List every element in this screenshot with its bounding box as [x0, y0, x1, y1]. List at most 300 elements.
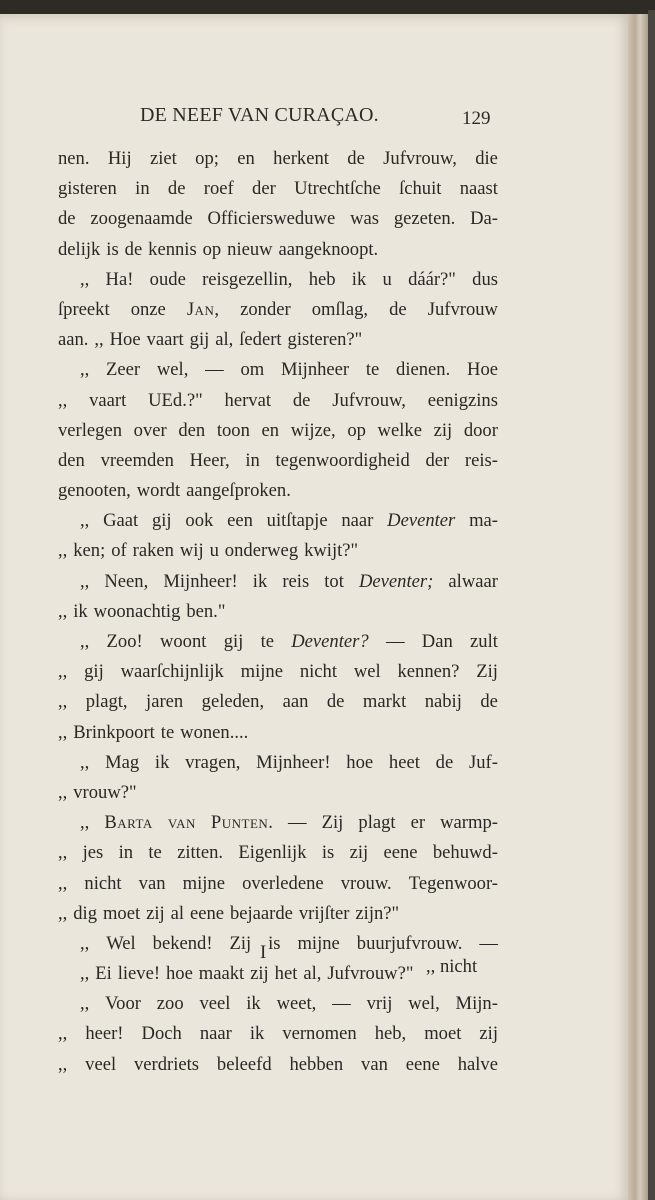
word-part: ,,: [58, 872, 68, 894]
word-part: vrij: [366, 993, 393, 1015]
word-part: de: [389, 298, 407, 320]
word: [80, 808, 89, 838]
word-part: Mag: [105, 751, 140, 773]
word: [383, 144, 457, 174]
text-line: [58, 386, 498, 416]
word-part: wonen....: [180, 721, 249, 743]
word: [94, 597, 181, 627]
body-text: [58, 144, 498, 1080]
word-part: ,,: [94, 329, 104, 351]
word-part: warmp-: [440, 812, 498, 834]
word: [359, 567, 433, 597]
word-part: herkent: [273, 148, 329, 169]
word: [361, 1050, 388, 1080]
word: [58, 536, 67, 566]
word-part: eene: [405, 1053, 440, 1075]
word-part: —: [479, 932, 498, 954]
word-part: ken;: [73, 540, 106, 562]
word: [168, 808, 196, 838]
word-part: tot: [324, 570, 344, 592]
word-part: reisgezellin,: [202, 268, 293, 290]
word: [58, 476, 131, 506]
word: [199, 989, 230, 1019]
word: [86, 687, 128, 717]
word: [103, 899, 140, 929]
word-part: Dan: [421, 631, 453, 652]
word-part: Mijnheer: [280, 359, 350, 381]
running-head: DE NEEF VAN CURAÇAO.: [140, 104, 379, 126]
text-line: [58, 597, 498, 627]
word: [103, 506, 138, 536]
word-part: naar: [341, 510, 374, 532]
word-part: den: [58, 449, 85, 471]
word: [282, 567, 309, 597]
word-part: moet: [102, 902, 141, 924]
word: [150, 265, 186, 295]
word: [104, 808, 152, 838]
word-part: eene: [383, 842, 418, 864]
word-part: te: [365, 359, 380, 381]
word: [190, 446, 230, 476]
word-part: de: [167, 178, 186, 200]
text-line: [58, 295, 498, 325]
word: [186, 597, 225, 627]
word: [469, 506, 498, 536]
word-part: Hoe: [467, 359, 498, 381]
word: [131, 295, 166, 325]
text-line: [58, 265, 498, 295]
word: [322, 838, 334, 868]
word-part: genooten,: [58, 480, 131, 502]
small-caps-name: Punten: [210, 812, 269, 834]
word: [224, 627, 244, 657]
word: [108, 144, 132, 174]
word: [227, 506, 253, 536]
word-part: roef: [203, 178, 234, 200]
word-part: moet: [424, 1023, 462, 1045]
word: [464, 416, 498, 446]
word: [366, 355, 379, 385]
word-part: mijne: [297, 932, 340, 954]
word-part: ik: [351, 268, 367, 290]
word: [107, 627, 143, 657]
text-line: [58, 416, 498, 446]
word: [347, 144, 365, 174]
word-part: halve: [457, 1053, 498, 1075]
word-part: ook: [185, 510, 214, 532]
word-part: wel,: [408, 993, 440, 1015]
word: [378, 416, 422, 446]
word: [225, 536, 298, 566]
word-part: is: [268, 932, 281, 954]
word: [273, 144, 329, 174]
text-line: [58, 869, 498, 899]
word: [346, 748, 373, 778]
word: [101, 446, 174, 476]
word-part: van: [361, 1053, 388, 1075]
page-stack-edge: [628, 14, 648, 1200]
word-part: ,,: [58, 781, 68, 803]
word-part: ,,: [80, 510, 90, 532]
word: [428, 386, 498, 416]
text-line: [58, 899, 498, 929]
word-part: heb: [308, 268, 336, 290]
word: [118, 959, 160, 989]
word-part: aan: [282, 691, 309, 713]
word: [375, 1019, 407, 1049]
word: [150, 144, 177, 174]
word-part: er: [410, 812, 426, 834]
word: [424, 1019, 461, 1049]
word-part: dienen.: [396, 359, 451, 381]
word-part: ,,: [80, 993, 90, 1015]
word: [480, 687, 498, 717]
word: [256, 748, 330, 778]
word-part: ,,: [80, 932, 90, 954]
word: [121, 657, 224, 687]
text-line: [58, 204, 498, 234]
word-part: Brinkpoort: [73, 721, 155, 743]
word: [240, 295, 291, 325]
word: [146, 687, 183, 717]
word: [399, 174, 441, 204]
text-line: [58, 718, 498, 748]
word-part: de: [480, 691, 498, 713]
word: [389, 295, 407, 325]
word-part: waarſchijnlijk: [120, 661, 224, 683]
word-part: nicht: [299, 661, 337, 683]
word-part: alwaar: [448, 570, 498, 592]
word-part: de: [124, 238, 143, 260]
word-part: ,: [214, 298, 220, 320]
text-line: [58, 657, 498, 687]
word: [190, 899, 224, 929]
word-part: al: [170, 902, 185, 924]
word-part: u: [209, 540, 219, 562]
word-part: nen.: [58, 148, 90, 169]
word-part: tegenwoordigheid: [275, 449, 410, 471]
word: [252, 174, 276, 204]
word: [300, 657, 337, 687]
word-part: ,,: [58, 691, 68, 713]
word: [73, 536, 105, 566]
word-part: Gaat: [103, 510, 139, 532]
word: [73, 718, 155, 748]
word: [161, 718, 174, 748]
word: [309, 265, 336, 295]
word: [470, 204, 498, 234]
word: [80, 989, 89, 1019]
word-part: aan.: [58, 329, 89, 351]
word: [58, 687, 67, 717]
word: [425, 446, 449, 476]
word: [180, 718, 248, 748]
word-part: reis-: [464, 449, 498, 471]
word-part: gij: [223, 631, 244, 652]
word-part: en: [261, 419, 280, 441]
word: [171, 899, 184, 929]
word: [177, 838, 223, 868]
text-line: [58, 567, 498, 597]
word: [211, 808, 273, 838]
word-part: was: [350, 208, 379, 230]
word-part: ſedert: [239, 329, 282, 351]
word: [195, 144, 219, 174]
word: [355, 899, 399, 929]
word-part: vrouw.: [340, 872, 392, 894]
word-part: den: [178, 419, 206, 441]
word: [322, 808, 344, 838]
word-part: oude: [149, 268, 186, 290]
word-part: zoo: [156, 993, 184, 1015]
word-part: woonachtig: [93, 600, 181, 622]
word-part: hebben: [289, 1053, 344, 1075]
word: [406, 1050, 440, 1080]
word-part: Officiersweduwe: [207, 208, 336, 230]
word: [80, 506, 89, 536]
word-part: het: [274, 963, 298, 985]
word: [386, 627, 405, 657]
word-part: ,,: [80, 963, 90, 985]
word-part: Doch: [141, 1023, 182, 1045]
word-part: is: [321, 842, 335, 864]
word-part: ,,: [80, 268, 90, 290]
word-part: jes: [82, 842, 104, 864]
word-part: onze: [130, 298, 166, 320]
word-part: ik: [252, 570, 268, 592]
word-part: weet,: [276, 993, 317, 1015]
word-part: Mijnheer!: [256, 751, 331, 773]
word: [230, 899, 293, 929]
word: [110, 325, 141, 355]
word: [299, 899, 350, 929]
word-part: welke: [377, 419, 422, 441]
word-part: de: [292, 389, 311, 411]
word: [58, 144, 90, 174]
word-part: in: [135, 178, 150, 200]
word: [83, 838, 104, 868]
word-part: wordt: [136, 480, 181, 502]
word: [185, 748, 240, 778]
word: [354, 657, 381, 687]
word: [237, 144, 255, 174]
word-part: Mijnheer!: [163, 570, 238, 592]
word-part: ben.": [186, 600, 226, 622]
word: [363, 687, 406, 717]
word-part: ik: [73, 600, 88, 622]
word-part: omſlag,: [311, 298, 369, 320]
word: [324, 567, 344, 597]
word: [80, 929, 89, 959]
word: [84, 869, 121, 899]
word-part: maakt: [198, 963, 245, 985]
word-part: —: [385, 631, 405, 652]
word: [312, 295, 368, 325]
word: [73, 778, 136, 808]
word: [472, 265, 498, 295]
word-part: Juf-: [468, 751, 498, 773]
word: [200, 1019, 232, 1049]
word-part: heb,: [374, 1023, 407, 1045]
small-caps-name: Jan: [186, 298, 215, 320]
word-part: zij: [146, 902, 165, 924]
word: [479, 1019, 498, 1049]
word: [58, 597, 67, 627]
word: [469, 748, 498, 778]
word-part: ,,: [80, 570, 90, 592]
word: [250, 1019, 264, 1049]
word: [357, 929, 463, 959]
word-part: te: [260, 631, 274, 652]
word: [281, 355, 349, 385]
word: [58, 174, 117, 204]
word-part: gij: [84, 661, 104, 683]
word-part: vrijſter: [298, 902, 350, 924]
word: [160, 627, 206, 657]
word-part: beleefd: [216, 1053, 272, 1075]
word-part: ,,: [58, 721, 68, 743]
word-part: Tegenwoor-: [408, 872, 498, 894]
word: [253, 567, 267, 597]
word: [157, 989, 184, 1019]
word-part: dus: [472, 268, 498, 290]
text-line: [58, 144, 498, 174]
text-line: [58, 1019, 498, 1049]
word-part: zijn?": [355, 902, 400, 924]
word: [58, 446, 85, 476]
word-part: dáár?": [408, 268, 456, 290]
word-part: in: [118, 842, 134, 864]
word: [448, 567, 498, 597]
word: [460, 174, 498, 204]
word: [303, 959, 321, 989]
word: [440, 808, 498, 838]
word-part: zij: [349, 842, 369, 864]
word-part: Jufvrouw,: [383, 148, 457, 169]
word: [476, 657, 498, 687]
word-part: verlegen: [58, 419, 123, 441]
word-part: Eigenlijk: [238, 842, 307, 864]
word: [199, 959, 244, 989]
word-part: woont: [159, 631, 207, 652]
word-part: verdriets: [133, 1053, 200, 1075]
word-part: ma-: [469, 510, 498, 532]
word: [215, 325, 233, 355]
word: [350, 838, 369, 868]
word-part: Neen,: [104, 570, 149, 592]
small-caps-name: van: [167, 812, 196, 834]
word: [80, 748, 89, 778]
word: [304, 536, 358, 566]
text-line: [58, 446, 498, 476]
word-part: overledene: [242, 872, 324, 894]
word: [104, 567, 148, 597]
word-part: onderweg: [224, 540, 299, 562]
word-part: gezeten.: [393, 208, 456, 230]
word: [294, 174, 381, 204]
word-part: Zij: [321, 812, 344, 834]
word-part: zonder: [240, 298, 291, 320]
text-line: [58, 355, 498, 385]
word: [180, 536, 204, 566]
text-line: [58, 989, 498, 1019]
word: [341, 869, 392, 899]
word-part: Zij: [476, 661, 498, 683]
word: [166, 959, 193, 989]
word: [58, 838, 67, 868]
word-part: bekend!: [152, 932, 213, 954]
word-part: veel: [85, 1053, 117, 1075]
word-part: ,,: [58, 389, 68, 411]
word: [229, 929, 251, 959]
word: [58, 325, 88, 355]
italic-text: Deventer;: [358, 570, 434, 592]
word-part: jaren: [146, 691, 184, 713]
word: [148, 386, 203, 416]
word-part: wij: [179, 540, 204, 562]
word: [409, 869, 498, 899]
word: [142, 1019, 182, 1049]
word-part: bejaarde: [229, 902, 293, 924]
word-part: en: [237, 148, 255, 169]
word: [288, 808, 307, 838]
word-part: hoe: [165, 963, 193, 985]
word-part: over: [133, 419, 167, 441]
word-part: kennen?: [397, 661, 460, 683]
word-part: —: [205, 359, 224, 381]
word-part: Jufvrouw: [427, 298, 498, 320]
word-part: Zeer: [106, 359, 141, 381]
word-part: zult: [470, 631, 498, 652]
word-part: Hoe: [109, 329, 141, 351]
word-part: ,,: [58, 842, 68, 864]
word-part: veel: [199, 993, 231, 1015]
text-line: [58, 838, 498, 868]
word: [105, 748, 139, 778]
word: [135, 174, 149, 204]
word: [147, 325, 184, 355]
word-part: ,,: [58, 540, 68, 562]
word-part: raken: [132, 540, 174, 562]
word-part: ,,: [58, 1023, 68, 1045]
word: [95, 959, 112, 989]
word: [297, 929, 339, 959]
word: [436, 748, 454, 778]
italic-text: Deventer?: [291, 631, 369, 652]
word: [475, 144, 498, 174]
word: [106, 929, 135, 959]
word-part: gisteren: [58, 178, 117, 200]
word-part: mijne: [182, 872, 225, 894]
word-part: der: [252, 178, 276, 200]
word-part: gij: [189, 329, 210, 351]
word-part: zij: [479, 1023, 498, 1045]
word: [125, 235, 143, 265]
word-part: kwijt?": [304, 540, 359, 562]
word: [134, 416, 167, 446]
word: [119, 838, 133, 868]
word: [106, 235, 118, 265]
word: [367, 989, 393, 1019]
word: [58, 869, 67, 899]
word-part: te: [148, 842, 162, 864]
word: [58, 657, 67, 687]
word-part: wijze,: [290, 419, 336, 441]
word-part: ,,: [80, 812, 90, 834]
word: [84, 657, 104, 687]
word-part: vreemden: [100, 449, 174, 471]
word: [394, 204, 455, 234]
